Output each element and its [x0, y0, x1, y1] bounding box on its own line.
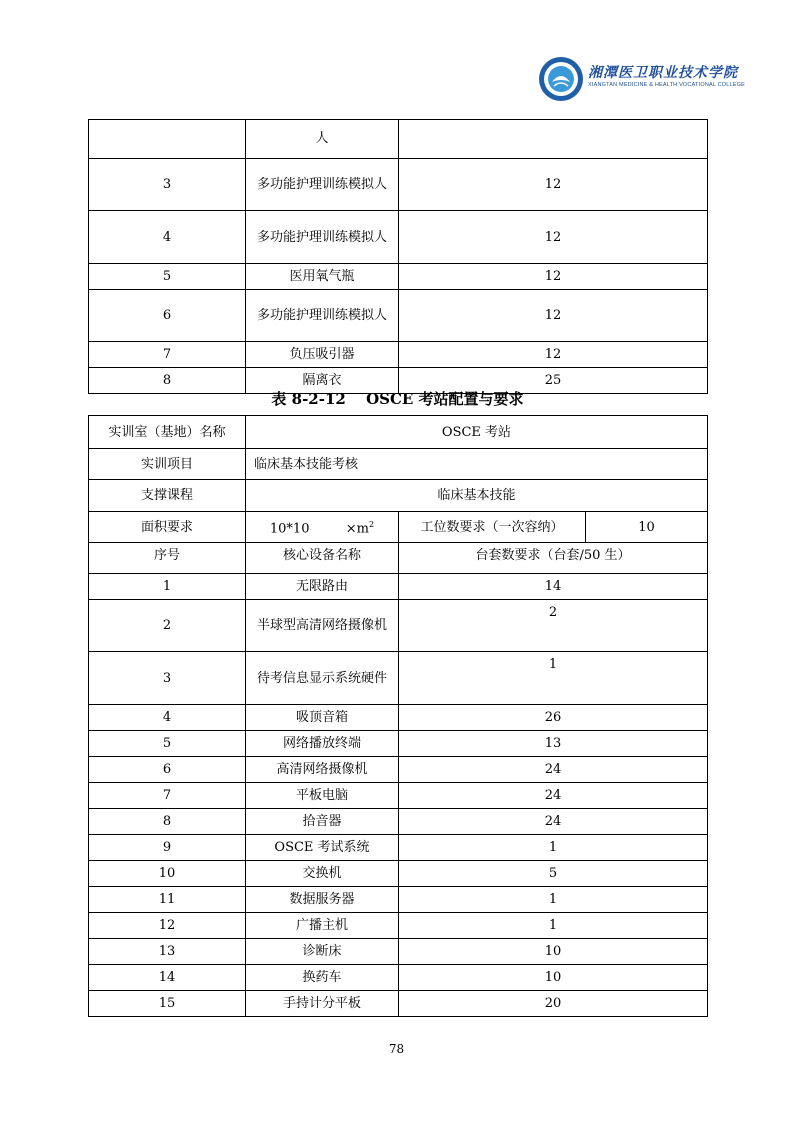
cell-no: 5	[89, 731, 246, 757]
cell-qty: 10	[399, 965, 708, 991]
cell-no: 3	[89, 159, 246, 211]
area-value: 10*10	[269, 521, 310, 537]
header-row	[89, 543, 708, 574]
table-row	[89, 574, 708, 600]
cell-no: 6	[89, 757, 246, 783]
cell-no: 7	[89, 342, 246, 368]
cell-qty: 14	[399, 574, 708, 600]
area-unit-sup: 2	[369, 520, 375, 530]
cell-name: 网络播放终端	[246, 731, 399, 757]
table-row	[89, 652, 708, 705]
table-row	[89, 211, 708, 264]
cell-qty: 1	[399, 652, 708, 705]
cell-no: 8	[89, 368, 246, 394]
area-label: 面积要求	[89, 512, 246, 543]
cell-name: 医用氧气瓶	[246, 264, 399, 290]
station-label: 工位数要求（一次容纳）	[399, 512, 586, 543]
cell-no: 4	[89, 705, 246, 731]
cell-no: 10	[89, 861, 246, 887]
cell-no: 12	[89, 913, 246, 939]
cell-name: 高清网络摄像机	[246, 757, 399, 783]
logo-english-name: XIANGTAN MEDICINE & HEALTH VOCATIONAL COLLEGE	[588, 82, 746, 88]
logo-chinese-name: 湘潭医卫职业技术学院	[588, 65, 738, 81]
cell-qty: 24	[399, 783, 708, 809]
table-row	[89, 783, 708, 809]
cell-name: 广播主机	[246, 913, 399, 939]
cell-name: 多功能护理训练模拟人	[246, 211, 399, 264]
cell-qty: 24	[399, 809, 708, 835]
equipment-table-continued	[88, 119, 708, 394]
project-row	[89, 449, 708, 480]
area-cell	[246, 512, 399, 543]
course-label: 支撑课程	[89, 480, 246, 512]
college-seal-icon	[538, 56, 584, 102]
cell-no: 4	[89, 211, 246, 264]
table-row	[89, 861, 708, 887]
cell-name: 交换机	[246, 861, 399, 887]
cell-no: 15	[89, 991, 246, 1017]
cell-no: 7	[89, 783, 246, 809]
cell-name: 手持计分平板	[246, 991, 399, 1017]
table-row	[89, 939, 708, 965]
area-unit: ×m	[345, 521, 369, 537]
cell-qty: 24	[399, 757, 708, 783]
area-row	[89, 512, 708, 543]
cell-name: 无限路由	[246, 574, 399, 600]
table-row	[89, 991, 708, 1017]
table-row	[89, 290, 708, 342]
table-row	[89, 731, 708, 757]
table-row	[89, 913, 708, 939]
cell-no: 14	[89, 965, 246, 991]
cell-name: 待考信息显示系统硬件	[246, 652, 399, 705]
cell-no: 2	[89, 600, 246, 652]
cell-no: 3	[89, 652, 246, 705]
cell-name: 负压吸引器	[246, 342, 399, 368]
cell-no: 1	[89, 574, 246, 600]
cell-no: 13	[89, 939, 246, 965]
cell-name: 诊断床	[246, 939, 399, 965]
station-value: 10	[586, 512, 708, 543]
cell-no: 9	[89, 835, 246, 861]
room-value: OSCE 考站	[246, 416, 708, 449]
table-row	[89, 159, 708, 211]
college-logo	[538, 56, 746, 102]
col-name-header: 核心设备名称	[246, 543, 399, 574]
cell-name: 人	[246, 120, 399, 159]
room-label: 实训室（基地）名称	[89, 416, 246, 449]
cell-name: 多功能护理训练模拟人	[246, 159, 399, 211]
table-row	[89, 600, 708, 652]
cell-name: 吸顶音箱	[246, 705, 399, 731]
cell-qty: 10	[399, 939, 708, 965]
cell-qty: 1	[399, 835, 708, 861]
cell-qty: 20	[399, 991, 708, 1017]
cell-qty	[399, 120, 708, 159]
cell-name: 拾音器	[246, 809, 399, 835]
cell-qty: 2	[399, 600, 708, 652]
cell-name: 平板电脑	[246, 783, 399, 809]
cell-no: 8	[89, 809, 246, 835]
col-qty-header: 台套数要求（台套/50 生）	[399, 543, 708, 574]
table-row	[89, 809, 708, 835]
col-no-header: 序号	[89, 543, 246, 574]
osce-station-table	[88, 415, 708, 1017]
cell-qty: 25	[399, 368, 708, 394]
page-number: 78	[388, 1042, 405, 1056]
cell-name: 隔离衣	[246, 368, 399, 394]
cell-qty: 13	[399, 731, 708, 757]
cell-qty: 1	[399, 913, 708, 939]
cell-qty: 12	[399, 159, 708, 211]
course-row	[89, 480, 708, 512]
cell-qty: 1	[399, 887, 708, 913]
cell-name: 半球型高清网络摄像机	[246, 600, 399, 652]
cell-qty: 12	[399, 264, 708, 290]
cell-qty: 12	[399, 342, 708, 368]
cell-name: OSCE 考试系统	[246, 835, 399, 861]
cell-no: 6	[89, 290, 246, 342]
cell-no: 11	[89, 887, 246, 913]
project-value: 临床基本技能考核	[246, 449, 708, 480]
cell-name: 换药车	[246, 965, 399, 991]
table-row	[89, 835, 708, 861]
cell-qty: 26	[399, 705, 708, 731]
table-row	[89, 342, 708, 368]
table-row	[89, 264, 708, 290]
table-row	[89, 120, 708, 159]
cell-qty: 5	[399, 861, 708, 887]
table-row	[89, 705, 708, 731]
cell-name: 数据服务器	[246, 887, 399, 913]
cell-qty: 12	[399, 290, 708, 342]
table-caption: 表 8-2-12 OSCE 考站配置与要求	[271, 390, 524, 408]
cell-no: 5	[89, 264, 246, 290]
table-row	[89, 965, 708, 991]
cell-no	[89, 120, 246, 159]
cell-name: 多功能护理训练模拟人	[246, 290, 399, 342]
table-row	[89, 887, 708, 913]
table-row	[89, 757, 708, 783]
project-label: 实训项目	[89, 449, 246, 480]
room-row	[89, 416, 708, 449]
course-value: 临床基本技能	[246, 480, 708, 512]
cell-qty: 12	[399, 211, 708, 264]
